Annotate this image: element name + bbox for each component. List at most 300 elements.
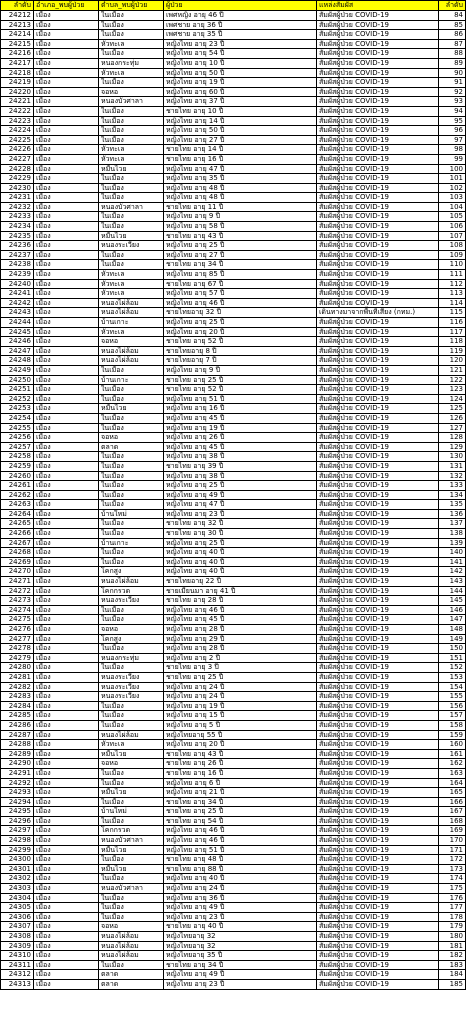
- cell-district[interactable]: เมือง: [34, 394, 99, 404]
- header-patient[interactable]: ผู้ป่วย: [164, 1, 317, 11]
- cell-source[interactable]: สัมผัสผู้ป่วย COVID-19: [317, 557, 439, 567]
- cell-subdistrict[interactable]: หนองไผ่ล้อม: [99, 356, 164, 366]
- cell-seq[interactable]: 24301: [1, 864, 34, 874]
- cell-seq[interactable]: 24224: [1, 126, 34, 136]
- cell-order[interactable]: 126: [439, 413, 466, 423]
- cell-subdistrict[interactable]: ในเมือง: [99, 11, 164, 21]
- cell-order[interactable]: 177: [439, 903, 466, 913]
- cell-seq[interactable]: 24305: [1, 903, 34, 913]
- cell-subdistrict[interactable]: โคกกรวด: [99, 826, 164, 836]
- cell-seq[interactable]: 24227: [1, 154, 34, 164]
- cell-seq[interactable]: 24239: [1, 270, 34, 280]
- cell-order[interactable]: 120: [439, 356, 466, 366]
- cell-order[interactable]: 140: [439, 548, 466, 558]
- cell-district[interactable]: เมือง: [34, 855, 99, 865]
- cell-seq[interactable]: 24275: [1, 615, 34, 625]
- cell-subdistrict[interactable]: หัวทะเล: [99, 68, 164, 78]
- cell-district[interactable]: เมือง: [34, 615, 99, 625]
- cell-seq[interactable]: 24277: [1, 634, 34, 644]
- cell-seq[interactable]: 24308: [1, 932, 34, 942]
- cell-seq[interactable]: 24230: [1, 183, 34, 193]
- cell-seq[interactable]: 24215: [1, 39, 34, 49]
- cell-seq[interactable]: 24288: [1, 740, 34, 750]
- cell-subdistrict[interactable]: หัวทะเล: [99, 279, 164, 289]
- cell-seq[interactable]: 24213: [1, 20, 34, 30]
- cell-district[interactable]: เมือง: [34, 442, 99, 452]
- cell-source[interactable]: สัมผัสผู้ป่วย COVID-19: [317, 346, 439, 356]
- cell-subdistrict[interactable]: จอหอ: [99, 922, 164, 932]
- cell-subdistrict[interactable]: บ้านใหม่: [99, 807, 164, 817]
- cell-order[interactable]: 143: [439, 577, 466, 587]
- cell-patient[interactable]: ชายไทย อายุ 16 ปี: [164, 768, 317, 778]
- cell-source[interactable]: สัมผัสผู้ป่วย COVID-19: [317, 778, 439, 788]
- cell-seq[interactable]: 24298: [1, 836, 34, 846]
- cell-subdistrict[interactable]: หัวทะเล: [99, 39, 164, 49]
- cell-subdistrict[interactable]: จอหอ: [99, 337, 164, 347]
- cell-patient[interactable]: ชายไทย อายุ 30 ปี: [164, 529, 317, 539]
- cell-subdistrict[interactable]: หนองบัวศาลา: [99, 202, 164, 212]
- cell-seq[interactable]: 24263: [1, 500, 34, 510]
- cell-subdistrict[interactable]: ในเมือง: [99, 663, 164, 673]
- cell-district[interactable]: เมือง: [34, 375, 99, 385]
- cell-subdistrict[interactable]: ในเมือง: [99, 615, 164, 625]
- cell-subdistrict[interactable]: ในเมือง: [99, 413, 164, 423]
- cell-seq[interactable]: 24257: [1, 442, 34, 452]
- cell-subdistrict[interactable]: ในเมือง: [99, 183, 164, 193]
- cell-source[interactable]: สัมผัสผู้ป่วย COVID-19: [317, 548, 439, 558]
- cell-seq[interactable]: 24284: [1, 701, 34, 711]
- cell-patient[interactable]: ชายไทย อายุ 52 ปี: [164, 337, 317, 347]
- cell-patient[interactable]: หญิงไทย อายุ 46 ปี: [164, 836, 317, 846]
- cell-source[interactable]: สัมผัสผู้ป่วย COVID-19: [317, 922, 439, 932]
- cell-subdistrict[interactable]: หนองระเวียง: [99, 682, 164, 692]
- cell-order[interactable]: 98: [439, 145, 466, 155]
- cell-order[interactable]: 99: [439, 154, 466, 164]
- cell-source[interactable]: สัมผัสผู้ป่วย COVID-19: [317, 768, 439, 778]
- cell-source[interactable]: สัมผัสผู้ป่วย COVID-19: [317, 279, 439, 289]
- cell-source[interactable]: สัมผัสผู้ป่วย COVID-19: [317, 365, 439, 375]
- cell-patient[interactable]: หญิงไทย อายุ 45 ปี: [164, 413, 317, 423]
- cell-seq[interactable]: 24231: [1, 193, 34, 203]
- cell-district[interactable]: เมือง: [34, 519, 99, 529]
- cell-source[interactable]: สัมผัสผู้ป่วย COVID-19: [317, 461, 439, 471]
- cell-patient[interactable]: หญิงไทย อายุ 23 ปี: [164, 509, 317, 519]
- cell-patient[interactable]: ชายไทย อายุ 11 ปี: [164, 202, 317, 212]
- cell-patient[interactable]: ชายไทย อายุ 88 ปี: [164, 864, 317, 874]
- cell-subdistrict[interactable]: ในเมือง: [99, 874, 164, 884]
- cell-seq[interactable]: 24256: [1, 433, 34, 443]
- cell-source[interactable]: สัมผัสผู้ป่วย COVID-19: [317, 202, 439, 212]
- cell-seq[interactable]: 24269: [1, 557, 34, 567]
- cell-order[interactable]: 87: [439, 39, 466, 49]
- cell-district[interactable]: เมือง: [34, 596, 99, 606]
- cell-order[interactable]: 130: [439, 452, 466, 462]
- cell-seq[interactable]: 24270: [1, 567, 34, 577]
- cell-source[interactable]: สัมผัสผู้ป่วย COVID-19: [317, 979, 439, 989]
- cell-subdistrict[interactable]: หัวทะเล: [99, 154, 164, 164]
- cell-seq[interactable]: 24217: [1, 58, 34, 68]
- cell-order[interactable]: 159: [439, 730, 466, 740]
- cell-order[interactable]: 136: [439, 509, 466, 519]
- cell-patient[interactable]: หญิงไทย อายุ 45 ปี: [164, 442, 317, 452]
- cell-subdistrict[interactable]: ในเมือง: [99, 106, 164, 116]
- cell-subdistrict[interactable]: จอหอ: [99, 759, 164, 769]
- cell-seq[interactable]: 24279: [1, 653, 34, 663]
- cell-source[interactable]: สัมผัสผู้ป่วย COVID-19: [317, 135, 439, 145]
- cell-subdistrict[interactable]: โคกสูง: [99, 634, 164, 644]
- cell-patient[interactable]: หญิงไทย อายุ 50 ปี: [164, 126, 317, 136]
- cell-seq[interactable]: 24289: [1, 749, 34, 759]
- cell-seq[interactable]: 24309: [1, 941, 34, 951]
- cell-source[interactable]: สัมผัสผู้ป่วย COVID-19: [317, 231, 439, 241]
- cell-order[interactable]: 175: [439, 884, 466, 894]
- cell-order[interactable]: 110: [439, 260, 466, 270]
- cell-district[interactable]: เมือง: [34, 941, 99, 951]
- cell-seq[interactable]: 24307: [1, 922, 34, 932]
- cell-subdistrict[interactable]: ในเมือง: [99, 711, 164, 721]
- cell-patient[interactable]: ชายไทย อายุ 25 ปี: [164, 375, 317, 385]
- cell-order[interactable]: 90: [439, 68, 466, 78]
- cell-order[interactable]: 128: [439, 433, 466, 443]
- cell-district[interactable]: เมือง: [34, 720, 99, 730]
- cell-source[interactable]: สัมผัสผู้ป่วย COVID-19: [317, 970, 439, 980]
- cell-order[interactable]: 113: [439, 289, 466, 299]
- cell-order[interactable]: 180: [439, 932, 466, 942]
- cell-order[interactable]: 139: [439, 538, 466, 548]
- cell-order[interactable]: 169: [439, 826, 466, 836]
- cell-district[interactable]: เมือง: [34, 433, 99, 443]
- cell-seq[interactable]: 24223: [1, 116, 34, 126]
- cell-source[interactable]: สัมผัสผู้ป่วย COVID-19: [317, 759, 439, 769]
- cell-seq[interactable]: 24294: [1, 797, 34, 807]
- cell-subdistrict[interactable]: ในเมือง: [99, 893, 164, 903]
- cell-subdistrict[interactable]: ในเมือง: [99, 30, 164, 40]
- cell-source[interactable]: สัมผัสผู้ป่วย COVID-19: [317, 39, 439, 49]
- cell-patient[interactable]: หญิงไทย อายุ 49 ปี: [164, 490, 317, 500]
- cell-source[interactable]: สัมผัสผู้ป่วย COVID-19: [317, 423, 439, 433]
- cell-seq[interactable]: 24253: [1, 404, 34, 414]
- cell-subdistrict[interactable]: หัวทะเล: [99, 327, 164, 337]
- cell-district[interactable]: เมือง: [34, 788, 99, 798]
- cell-patient[interactable]: หญิงไทย อายุ 46 ปี: [164, 298, 317, 308]
- cell-subdistrict[interactable]: ในเมือง: [99, 471, 164, 481]
- header-subdistrict[interactable]: ตำบล_พบผู้ป่วย: [99, 1, 164, 11]
- cell-order[interactable]: 134: [439, 490, 466, 500]
- cell-order[interactable]: 173: [439, 864, 466, 874]
- cell-patient[interactable]: หญิงไทย อายุ 20 ปี: [164, 740, 317, 750]
- cell-seq[interactable]: 24264: [1, 509, 34, 519]
- cell-seq[interactable]: 24271: [1, 577, 34, 587]
- cell-order[interactable]: 138: [439, 529, 466, 539]
- cell-order[interactable]: 89: [439, 58, 466, 68]
- cell-patient[interactable]: หญิงไทยอายุ 55 ปี: [164, 730, 317, 740]
- cell-district[interactable]: เมือง: [34, 922, 99, 932]
- cell-subdistrict[interactable]: ตลาด: [99, 979, 164, 989]
- cell-district[interactable]: เมือง: [34, 979, 99, 989]
- cell-order[interactable]: 147: [439, 615, 466, 625]
- cell-district[interactable]: เมือง: [34, 490, 99, 500]
- cell-subdistrict[interactable]: หนองไผ่ล้อม: [99, 941, 164, 951]
- cell-subdistrict[interactable]: ในเมือง: [99, 500, 164, 510]
- cell-district[interactable]: เมือง: [34, 970, 99, 980]
- cell-district[interactable]: เมือง: [34, 212, 99, 222]
- cell-order[interactable]: 84: [439, 11, 466, 21]
- cell-subdistrict[interactable]: หนองกระทุ่ม: [99, 653, 164, 663]
- cell-patient[interactable]: หญิงไทย อายุ 40 ปี: [164, 548, 317, 558]
- cell-district[interactable]: เมือง: [34, 625, 99, 635]
- cell-seq[interactable]: 24292: [1, 778, 34, 788]
- cell-order[interactable]: 171: [439, 845, 466, 855]
- cell-patient[interactable]: หญิงไทย อายุ 25 ปี: [164, 241, 317, 251]
- cell-order[interactable]: 104: [439, 202, 466, 212]
- cell-order[interactable]: 92: [439, 87, 466, 97]
- cell-district[interactable]: เมือง: [34, 884, 99, 894]
- cell-source[interactable]: สัมผัสผู้ป่วย COVID-19: [317, 951, 439, 961]
- cell-seq[interactable]: 24285: [1, 711, 34, 721]
- cell-subdistrict[interactable]: หมื่นไวย: [99, 788, 164, 798]
- cell-district[interactable]: เมือง: [34, 365, 99, 375]
- cell-subdistrict[interactable]: ในเมือง: [99, 250, 164, 260]
- cell-subdistrict[interactable]: หมื่นไวย: [99, 164, 164, 174]
- cell-patient[interactable]: หญิงไทย อายุ 38 ปี: [164, 452, 317, 462]
- cell-district[interactable]: เมือง: [34, 903, 99, 913]
- cell-district[interactable]: เมือง: [34, 586, 99, 596]
- cell-seq[interactable]: 24220: [1, 87, 34, 97]
- cell-source[interactable]: สัมผัสผู้ป่วย COVID-19: [317, 893, 439, 903]
- cell-order[interactable]: 181: [439, 941, 466, 951]
- cell-seq[interactable]: 24287: [1, 730, 34, 740]
- cell-district[interactable]: เมือง: [34, 500, 99, 510]
- cell-order[interactable]: 133: [439, 481, 466, 491]
- cell-subdistrict[interactable]: ในเมือง: [99, 644, 164, 654]
- cell-order[interactable]: 97: [439, 135, 466, 145]
- cell-subdistrict[interactable]: จอหอ: [99, 433, 164, 443]
- cell-subdistrict[interactable]: ในเมือง: [99, 529, 164, 539]
- cell-source[interactable]: สัมผัสผู้ป่วย COVID-19: [317, 298, 439, 308]
- cell-district[interactable]: เมือง: [34, 183, 99, 193]
- cell-district[interactable]: เมือง: [34, 346, 99, 356]
- cell-seq[interactable]: 24216: [1, 49, 34, 59]
- cell-district[interactable]: เมือง: [34, 154, 99, 164]
- cell-district[interactable]: เมือง: [34, 807, 99, 817]
- cell-seq[interactable]: 24300: [1, 855, 34, 865]
- cell-subdistrict[interactable]: ในเมือง: [99, 365, 164, 375]
- cell-order[interactable]: 124: [439, 394, 466, 404]
- cell-order[interactable]: 117: [439, 327, 466, 337]
- cell-order[interactable]: 146: [439, 605, 466, 615]
- cell-patient[interactable]: ชายไทย อายุ 25 ปี: [164, 807, 317, 817]
- cell-subdistrict[interactable]: หนองไผ่ล้อม: [99, 346, 164, 356]
- cell-patient[interactable]: หญิงไทย อายุ 25 ปี: [164, 538, 317, 548]
- cell-district[interactable]: เมือง: [34, 548, 99, 558]
- cell-order[interactable]: 105: [439, 212, 466, 222]
- cell-order[interactable]: 115: [439, 308, 466, 318]
- cell-source[interactable]: สัมผัสผู้ป่วย COVID-19: [317, 375, 439, 385]
- cell-seq[interactable]: 24259: [1, 461, 34, 471]
- cell-seq[interactable]: 24299: [1, 845, 34, 855]
- cell-district[interactable]: เมือง: [34, 356, 99, 366]
- cell-order[interactable]: 137: [439, 519, 466, 529]
- cell-seq[interactable]: 24297: [1, 826, 34, 836]
- cell-patient[interactable]: หญิงไทย อายุ 47 ปี: [164, 500, 317, 510]
- cell-source[interactable]: สัมผัสผู้ป่วย COVID-19: [317, 452, 439, 462]
- cell-subdistrict[interactable]: บ้านใหม่: [99, 509, 164, 519]
- cell-order[interactable]: 132: [439, 471, 466, 481]
- cell-district[interactable]: เมือง: [34, 270, 99, 280]
- cell-source[interactable]: สัมผัสผู้ป่วย COVID-19: [317, 836, 439, 846]
- cell-seq[interactable]: 24313: [1, 979, 34, 989]
- cell-patient[interactable]: ชายไทย อายุ 34 ปี: [164, 260, 317, 270]
- cell-district[interactable]: เมือง: [34, 106, 99, 116]
- cell-patient[interactable]: ชายเมียนมา อายุ 41 ปี: [164, 586, 317, 596]
- cell-patient[interactable]: เพศชาย อายุ 35 ปี: [164, 30, 317, 40]
- cell-order[interactable]: 156: [439, 701, 466, 711]
- cell-subdistrict[interactable]: หัวทะเล: [99, 740, 164, 750]
- cell-patient[interactable]: ชายไทย อายุ 16 ปี: [164, 154, 317, 164]
- cell-district[interactable]: เมือง: [34, 87, 99, 97]
- cell-order[interactable]: 103: [439, 193, 466, 203]
- cell-subdistrict[interactable]: ในเมือง: [99, 490, 164, 500]
- cell-source[interactable]: สัมผัสผู้ป่วย COVID-19: [317, 538, 439, 548]
- cell-subdistrict[interactable]: ในเมือง: [99, 778, 164, 788]
- cell-source[interactable]: สัมผัสผู้ป่วย COVID-19: [317, 932, 439, 942]
- cell-subdistrict[interactable]: ในเมือง: [99, 519, 164, 529]
- cell-seq[interactable]: 24296: [1, 816, 34, 826]
- cell-source[interactable]: สัมผัสผู้ป่วย COVID-19: [317, 912, 439, 922]
- cell-order[interactable]: 141: [439, 557, 466, 567]
- cell-subdistrict[interactable]: หนองระเวียง: [99, 241, 164, 251]
- cell-seq[interactable]: 24219: [1, 78, 34, 88]
- cell-order[interactable]: 102: [439, 183, 466, 193]
- cell-subdistrict[interactable]: หัวทะเล: [99, 270, 164, 280]
- cell-order[interactable]: 145: [439, 596, 466, 606]
- cell-patient[interactable]: หญิงไทย อายุ 5 ปี: [164, 720, 317, 730]
- cell-source[interactable]: สัมผัสผู้ป่วย COVID-19: [317, 797, 439, 807]
- cell-patient[interactable]: ชายไทย อายุ 34 ปี: [164, 797, 317, 807]
- cell-patient[interactable]: หญิงไทย อายุ 23 ปี: [164, 979, 317, 989]
- cell-order[interactable]: 85: [439, 20, 466, 30]
- cell-district[interactable]: เมือง: [34, 893, 99, 903]
- cell-order[interactable]: 96: [439, 126, 466, 136]
- cell-patient[interactable]: ชายไทย อายุ 48 ปี: [164, 855, 317, 865]
- cell-order[interactable]: 111: [439, 270, 466, 280]
- cell-order[interactable]: 121: [439, 365, 466, 375]
- cell-source[interactable]: สัมผัสผู้ป่วย COVID-19: [317, 97, 439, 107]
- cell-order[interactable]: 93: [439, 97, 466, 107]
- header-source[interactable]: แหล่งสัมผัส: [317, 1, 439, 11]
- cell-patient[interactable]: หญิงไทย อายุ 19 ปี: [164, 701, 317, 711]
- cell-patient[interactable]: ชายไทย อายุ 32 ปี: [164, 519, 317, 529]
- cell-source[interactable]: สัมผัสผู้ป่วย COVID-19: [317, 711, 439, 721]
- cell-order[interactable]: 142: [439, 567, 466, 577]
- cell-order[interactable]: 153: [439, 672, 466, 682]
- cell-source[interactable]: สัมผัสผู้ป่วย COVID-19: [317, 653, 439, 663]
- cell-patient[interactable]: หญิงไทย อายุ 24 ปี: [164, 884, 317, 894]
- cell-district[interactable]: เมือง: [34, 308, 99, 318]
- cell-district[interactable]: เมือง: [34, 960, 99, 970]
- cell-order[interactable]: 174: [439, 874, 466, 884]
- cell-district[interactable]: เมือง: [34, 318, 99, 328]
- cell-district[interactable]: เมือง: [34, 471, 99, 481]
- cell-subdistrict[interactable]: ในเมือง: [99, 481, 164, 491]
- cell-patient[interactable]: ชายไทย อายุ 43 ปี: [164, 749, 317, 759]
- cell-patient[interactable]: ชายไทย อายุ 39 ปี: [164, 461, 317, 471]
- cell-subdistrict[interactable]: หมื่นไวย: [99, 845, 164, 855]
- cell-patient[interactable]: หญิงไทย อายุ 51 ปี: [164, 394, 317, 404]
- cell-order[interactable]: 119: [439, 346, 466, 356]
- cell-order[interactable]: 157: [439, 711, 466, 721]
- cell-seq[interactable]: 24251: [1, 385, 34, 395]
- cell-seq[interactable]: 24218: [1, 68, 34, 78]
- cell-seq[interactable]: 24232: [1, 202, 34, 212]
- cell-seq[interactable]: 24274: [1, 605, 34, 615]
- cell-patient[interactable]: หญิงไทย อายุ 10 ปี: [164, 58, 317, 68]
- cell-district[interactable]: เมือง: [34, 797, 99, 807]
- cell-seq[interactable]: 24225: [1, 135, 34, 145]
- cell-patient[interactable]: หญิงไทย อายุ 9 ปี: [164, 212, 317, 222]
- cell-order[interactable]: 151: [439, 653, 466, 663]
- cell-order[interactable]: 135: [439, 500, 466, 510]
- cell-patient[interactable]: หญิงไทย อายุ 9 ปี: [164, 365, 317, 375]
- cell-subdistrict[interactable]: หนองไผ่ล้อม: [99, 298, 164, 308]
- cell-source[interactable]: สัมผัสผู้ป่วย COVID-19: [317, 826, 439, 836]
- cell-district[interactable]: เมือง: [34, 30, 99, 40]
- cell-patient[interactable]: เพศหญิง อายุ 46 ปี: [164, 11, 317, 21]
- cell-district[interactable]: เมือง: [34, 701, 99, 711]
- cell-seq[interactable]: 24295: [1, 807, 34, 817]
- cell-district[interactable]: เมือง: [34, 768, 99, 778]
- cell-district[interactable]: เมือง: [34, 605, 99, 615]
- cell-district[interactable]: เมือง: [34, 577, 99, 587]
- cell-seq[interactable]: 24252: [1, 394, 34, 404]
- cell-district[interactable]: เมือง: [34, 279, 99, 289]
- cell-source[interactable]: สัมผัสผู้ป่วย COVID-19: [317, 337, 439, 347]
- cell-seq[interactable]: 24240: [1, 279, 34, 289]
- cell-patient[interactable]: หญิงไทย อายุ 40 ปี: [164, 557, 317, 567]
- cell-district[interactable]: เมือง: [34, 644, 99, 654]
- cell-source[interactable]: สัมผัสผู้ป่วย COVID-19: [317, 509, 439, 519]
- cell-seq[interactable]: 24286: [1, 720, 34, 730]
- cell-subdistrict[interactable]: ในเมือง: [99, 452, 164, 462]
- cell-source[interactable]: สัมผัสผู้ป่วย COVID-19: [317, 222, 439, 232]
- cell-source[interactable]: สัมผัสผู้ป่วย COVID-19: [317, 30, 439, 40]
- cell-source[interactable]: สัมผัสผู้ป่วย COVID-19: [317, 720, 439, 730]
- cell-patient[interactable]: หญิงไทย อายุ 47 ปี: [164, 164, 317, 174]
- cell-district[interactable]: เมือง: [34, 385, 99, 395]
- cell-subdistrict[interactable]: หนองระเวียง: [99, 672, 164, 682]
- cell-district[interactable]: เมือง: [34, 202, 99, 212]
- cell-source[interactable]: สัมผัสผู้ป่วย COVID-19: [317, 154, 439, 164]
- cell-source[interactable]: สัมผัสผู้ป่วย COVID-19: [317, 442, 439, 452]
- cell-district[interactable]: เมือง: [34, 126, 99, 136]
- cell-source[interactable]: สัมผัสผู้ป่วย COVID-19: [317, 586, 439, 596]
- cell-subdistrict[interactable]: หนองไผ่ล้อม: [99, 951, 164, 961]
- cell-order[interactable]: 178: [439, 912, 466, 922]
- cell-subdistrict[interactable]: หนองบัวศาลา: [99, 884, 164, 894]
- cell-order[interactable]: 168: [439, 816, 466, 826]
- cell-order[interactable]: 158: [439, 720, 466, 730]
- cell-source[interactable]: สัมผัสผู้ป่วย COVID-19: [317, 634, 439, 644]
- cell-district[interactable]: เมือง: [34, 634, 99, 644]
- cell-district[interactable]: เมือง: [34, 759, 99, 769]
- cell-subdistrict[interactable]: ในเมือง: [99, 126, 164, 136]
- cell-seq[interactable]: 24282: [1, 682, 34, 692]
- cell-subdistrict[interactable]: โคกกรวด: [99, 586, 164, 596]
- cell-seq[interactable]: 24248: [1, 356, 34, 366]
- cell-source[interactable]: สัมผัสผู้ป่วย COVID-19: [317, 471, 439, 481]
- cell-patient[interactable]: หญิงไทย อายุ 40 ปี: [164, 874, 317, 884]
- cell-seq[interactable]: 24290: [1, 759, 34, 769]
